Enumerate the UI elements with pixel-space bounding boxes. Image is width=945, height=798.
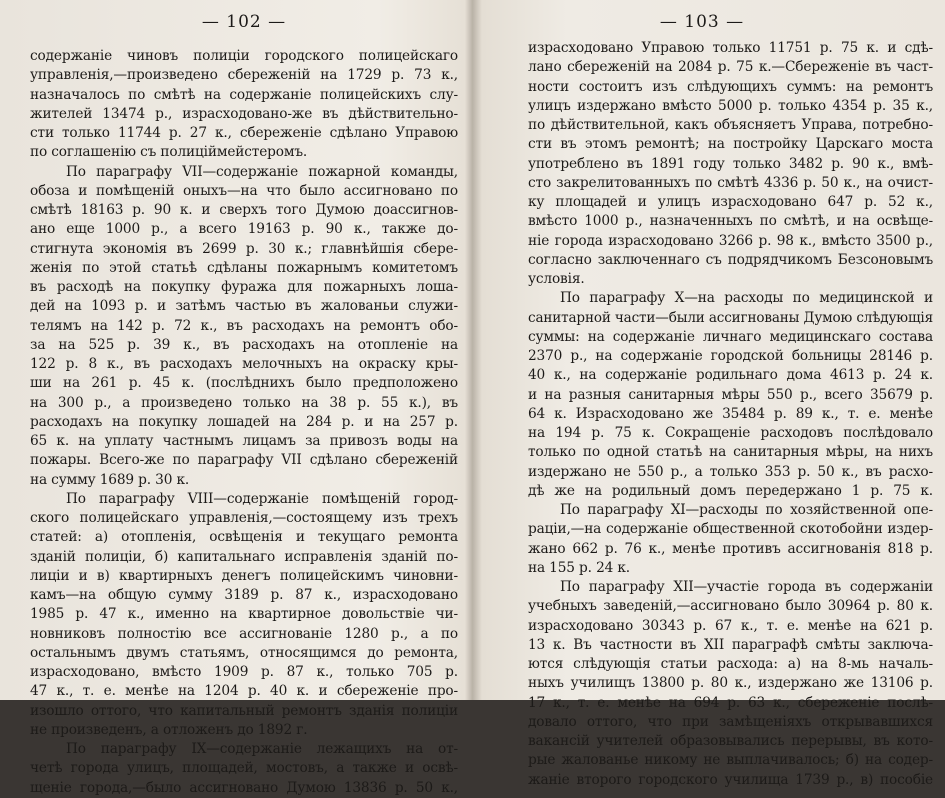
- text-line: въ расходѣ на покупку фуража для пожарныхъ лоша-: [30, 279, 458, 295]
- text-line: 13 к. Въ частности въ XII параграфѣ смѣты заключа-: [528, 636, 933, 653]
- text-line: 40 к., на содержаніе родильнаго дома 4613 р. 24 к.: [528, 367, 933, 384]
- text-line: на 194 р. 75 к. Сокращеніе расходовъ послѣдовало: [528, 425, 933, 441]
- text-line: По параграфу XII—участіе города въ содержаніи: [560, 579, 933, 595]
- text-line: учебныхъ заведеній,—ассигновано было 30964 р. 80 к.: [528, 598, 933, 615]
- text-line: ныхъ училищъ 13800 р. 80 к., издержано же 13106 р.: [528, 675, 933, 692]
- text-line: по соглашенію съ полиціймейстеромъ.: [30, 144, 308, 161]
- text-line: дѣ же на родильный домъ передержано 1 р. 75 к.: [528, 482, 933, 499]
- text-line: четѣ города улицъ, площадей, мостовъ, а также и освѣ-: [30, 760, 458, 777]
- text-line: довало оттого, что при замѣщеніяхъ открывавшихся: [528, 713, 933, 730]
- text-line: не произведенъ, а отложенъ до 1892 г.: [30, 721, 308, 738]
- text-line: 64 к. Израсходовано же 35484 р. 89 к., т. е. менѣе: [528, 405, 933, 422]
- text-line: назначалось по смѣтѣ на содержаніе полицейскихъ слу-: [30, 86, 458, 103]
- text-line: сти только 11744 р. 27 к., сбереженіе сдѣлано Управою: [30, 125, 458, 141]
- text-line: на 155 р. 24 к.: [528, 559, 630, 576]
- text-line: согласно заключеннаго съ подрядчикомъ Безсоновымъ: [528, 251, 933, 268]
- text-line: дей на 1093 р. и затѣмъ частью въ жалованьи служи-: [30, 298, 458, 315]
- text-line: израсходовано, вмѣсто 1909 р. 87 к., только 705 р.: [30, 664, 458, 680]
- text-line: управленія,—произведено сбереженій на 1729 р. 73 к.,: [30, 67, 458, 84]
- text-line: раціи,—на содержаніе общественной скотобойни издер-: [528, 521, 933, 538]
- text-line: По параграфу X—на расходы по медицинской и: [560, 290, 933, 307]
- text-line: ского полицейскаго управленія,—состоящему изъ трехъ: [30, 510, 458, 526]
- text-line: расходахъ на покупку лошадей на 284 р. и на 257 р.: [30, 413, 458, 430]
- text-line: По параграфу VII—содержаніе пожарной команды,: [66, 163, 458, 180]
- text-line: и на разныя санитарныя мѣры 550 р., всего 35679 р.: [528, 386, 933, 403]
- text-line: по дѣйствительной, какъ объясняетъ Управа, потребно-: [528, 117, 933, 133]
- text-line: обоза и помѣщеній оныхъ—на что было ассигновано по: [30, 182, 458, 199]
- text-line: на сумму 1689 р. 30 к.: [30, 471, 190, 488]
- text-line: содержаніе чиновъ полиціи городского полицейскаго: [30, 48, 458, 64]
- text-line: вакансій учителей образовывались перерывы, въ кото-: [528, 733, 933, 749]
- text-line: лано сбереженій на 2084 р. 75 к.—Сбереженіе въ част-: [528, 59, 933, 76]
- text-line: остальнымъ двумъ статьямъ, относящимся до ремонта,: [30, 644, 458, 661]
- text-line: суммы: на содержаніе личнаго медицинскаго состава: [528, 328, 933, 345]
- text-line: за на 525 р. 39 к., въ расходахъ на отопленіе на: [30, 336, 458, 353]
- text-line: изошло оттого, что капитальный ремонтъ зданія полиціи: [30, 702, 458, 719]
- text-line: сти въ этомъ ремонтѣ; на постройку Царскаго моста: [528, 136, 933, 153]
- text-line: израсходовано Управою только 11751 р. 75 к. и сдѣ-: [528, 40, 933, 56]
- text-line: только по одной статьѣ на санитарныя мѣры, на нихъ: [528, 444, 933, 461]
- text-line: 122 р. 8 к., въ расходахъ мелочныхъ на окраску кры-: [30, 356, 458, 372]
- text-line: новниковъ полностію все ассигнованіе 1280 р., а по: [30, 625, 458, 642]
- text-line: условія.: [528, 271, 585, 287]
- text-line: 65 к. на уплату частнымъ лицамъ за привозъ воды на: [30, 433, 458, 449]
- text-line: ши на 261 р. 45 к. (послѣднихъ было предположено: [30, 375, 458, 392]
- text-line: санитарной части—были ассигнованы Думою слѣдующія: [528, 309, 933, 326]
- text-line: вмѣсто 1000 р., назначенныхъ по смѣтѣ, и на освѣще-: [528, 213, 933, 230]
- text-line: По параграфу XI—расходы по хозяйственной опе-: [560, 502, 933, 518]
- text-line: смѣтѣ 18163 р. 90 к. и сверхъ того Думою доассигнов-: [30, 202, 458, 218]
- right-page: [473, 0, 945, 788]
- text-line: рые жалованье никому не выплачивалось; б) на содер-: [528, 752, 933, 769]
- text-line: ку площадей и улицъ израсходовано 647 р. 52 к.,: [528, 194, 933, 210]
- page-text: [528, 39, 933, 790]
- text-line: лиціи и в) квартирныхъ денегъ полицейскимъ чиновни-: [30, 567, 458, 584]
- text-line: жаніе второго городского училища 1739 р., в) пособіе: [528, 771, 933, 788]
- text-line: жано 662 р. 76 к., менѣе противъ ассигнованія 818 р.: [528, 540, 933, 557]
- text-line: улицъ издержано вмѣсто 5000 р. только 4354 р. 35 к.,: [528, 97, 933, 114]
- text-line: По параграфу IX—содержаніе лежащихъ на от-: [66, 741, 458, 757]
- text-line: сто закрелитованныхъ по смѣтѣ 4336 р. 50 к., на очист-: [528, 174, 933, 191]
- text-line: пожары. Всего-же по параграфу VII сдѣлано сбереженій: [30, 452, 458, 469]
- page-number: — 103 —: [659, 12, 745, 32]
- page-number: — 102 —: [201, 12, 287, 32]
- page-text: [30, 47, 458, 798]
- left-page: [0, 0, 472, 796]
- text-line: ности состоитъ изъ слѣдующихъ суммъ: на ремонтъ: [528, 78, 933, 95]
- text-line: женія по этой статьѣ сдѣланы пожарнымъ комитетомъ: [30, 259, 458, 276]
- text-line: 47 к., т. е. менѣе на 1204 р. 40 к. и сбереженіе про-: [30, 683, 458, 700]
- text-line: стигнута экономія въ 2699 р. 30 к.; главнѣйшія сбере-: [30, 240, 458, 257]
- text-line: 17 к., т. е. менѣе на 694 р. 63 к., сбереженіе послѣ-: [528, 694, 933, 711]
- text-line: щеніе города,—было ассигновано Думою 13836 р. 50 к.,: [30, 779, 458, 796]
- text-line: на 300 р., а произведено только на 38 р. 55 к.), въ: [30, 394, 458, 411]
- text-line: ются слѣдующія статьи расхода: а) на 8-мь началь-: [528, 656, 933, 672]
- text-line: телямъ на 142 р. 72 к., въ расходахъ на ремонтъ обо-: [30, 317, 458, 334]
- text-line: 1985 р. 47 к., именно на квартирное довольствіе чи-: [30, 606, 458, 623]
- text-line: камъ—на общую сумму 3189 р. 87 к., израсходовано: [30, 587, 458, 603]
- text-line: издержано не 550 р., а только 353 р. 50 к., въ расхо-: [528, 463, 933, 480]
- text-line: 2370 р., на содержаніе городской больницы 28146 р.: [528, 348, 933, 364]
- text-line: статей: а) отопленія, освѣщенія и текущаго ремонта: [30, 529, 458, 546]
- text-line: ано еще 1000 р., а всего 19163 р. 90 к., также до-: [30, 221, 458, 238]
- text-line: зданій полиціи, б) капитальнаго исправленія зданій по-: [30, 548, 458, 565]
- text-line: По параграфу VIII—содержаніе помѣщеній город-: [66, 490, 458, 507]
- text-line: жителей 13474 р., израсходовано-же въ дѣйствительно-: [30, 105, 458, 122]
- text-line: израсходовано 30343 р. 67 к., т. е. менѣе на 621 р.: [528, 617, 933, 634]
- text-line: употреблено въ 1891 году только 3482 р. 90 к., вмѣ-: [528, 155, 933, 172]
- text-line: ніе города израсходовано 3266 р. 98 к., вмѣсто 3500 р.,: [528, 232, 933, 249]
